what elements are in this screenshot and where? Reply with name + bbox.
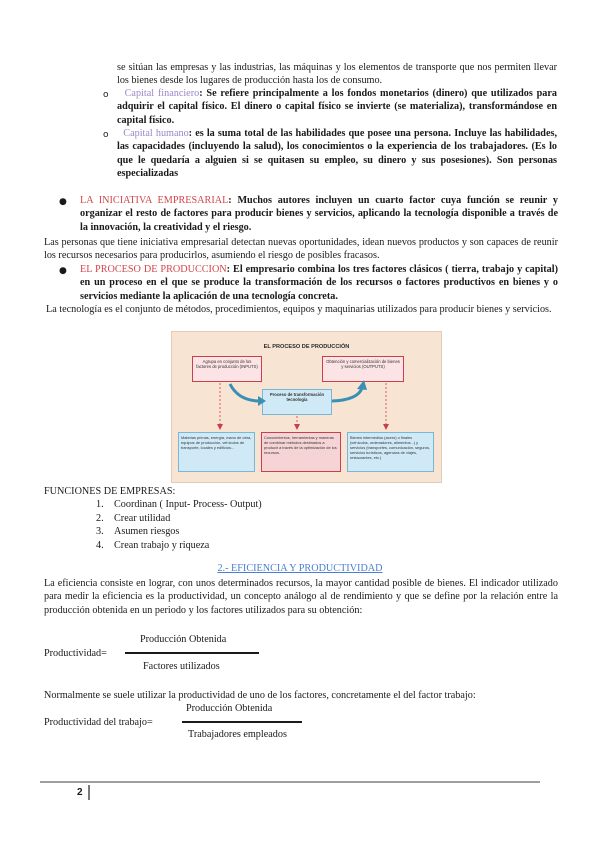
funciones-item: 3. Asumen riesgos [96, 526, 180, 537]
iniciativa-followup: Las personas que tiene iniciativa empresarial detectan nuevas oportunidades, idean nuevos productos y son capaces de reunir los recursos necesarios para producirlos, asumiendo el riesgo de posibles fracasos. [44, 237, 558, 262]
proceso-item [80, 263, 558, 303]
capital-financiero-term: Capital financiero [124, 88, 200, 99]
diagram-outputs-detail: Bienes intermedios (acero) o finales (vehículos, ordenadores, alimentos...) y servicios (transportes, comunicación, seguros, servicios turísticos, agencias de viajes, restaurantes, etc.) [347, 432, 434, 472]
iniciativa-text: : Muchos autores incluyen un cuarto factor cuya función se reunir y organizar el resto de factores para producir bienes y servicios, aplicando la tecnología disponible a través de la innovación, la creatividad y el riesgo. [80, 195, 558, 233]
page-number: 2 [77, 787, 83, 798]
eficiencia-paragraph: La eficiencia consiste en lograr, con unos determinados recursos, la mayor cantidad posible de bienes. El indicador utilizado para medir la eficiencia es la productividad, un concepto análogo al de rendimiento y que se define por la relación entre la producción obtenida en un periodo y los factores utilizados para su obtención: [44, 578, 558, 616]
formula1-label: Productividad= [44, 648, 107, 659]
footer-rule [40, 781, 540, 783]
funciones-item: 2. Crear utilidad [96, 513, 171, 524]
circle-bullet-icon: o [103, 130, 109, 140]
funciones-title: FUNCIONES DE EMPRESAS: [44, 486, 176, 497]
circle-bullet-icon: o [103, 90, 109, 100]
eficiencia-paragraph2: Normalmente se suele utilizar la productividad de uno de los factores, concretamente el del factor trabajo: [44, 690, 476, 701]
diagram-outputs-box: Obtención y comercialización de bienes y servicios (OUTPUTS) [322, 356, 404, 382]
proceso-text: : El empresario combina los tres factores clásicos ( tierra, trabajo y capital) en un proceso en el que se produce la transformación de los recursos o factores productivos en bienes y o servicios mediante la aplicación de una tecnología concreta. [80, 264, 558, 302]
formula2-label: Productividad del trabajo= [44, 717, 153, 728]
formula1-denominator: Factores utilizados [143, 661, 220, 672]
arrowhead-icon [258, 396, 266, 406]
formula2-numerator: Producción Obtenida [186, 703, 273, 714]
diagram-title: EL PROCESO DE PRODUCCIÓN [263, 344, 350, 350]
page-number-separator [88, 785, 90, 800]
capital-fisico-continuation: se sitúan las empresas y las industrias, las máquinas y los elementos de transporte que nos permiten llevar los bienes desde los lugares de producción hasta los de consumo. [117, 62, 557, 87]
iniciativa-term: LA INICIATIVA EMPRESARIAL [80, 195, 229, 206]
disc-bullet-icon: ● [59, 197, 67, 207]
arrow-to-outputs-icon [332, 388, 362, 401]
iniciativa-item [80, 194, 558, 234]
production-process-diagram [171, 331, 442, 483]
diagram-inputs-detail: Materias primas, energía, mano de obra, equipos de producción, vehículos de transporte, locales y edificios... [178, 432, 255, 472]
capital-humano-item [117, 127, 557, 181]
capital-humano-term: Capital humano [123, 128, 189, 139]
formula2-fraction-bar [182, 721, 302, 723]
capital-financiero-item [117, 87, 557, 127]
funciones-item: 1. Coordinan ( Input- Process- Output) [96, 499, 262, 510]
capital-humano-text: : es la suma total de las habilidades que posee una persona. Incluye las habilidades, las capacidades (incluyendo la salud), los conocimientos o la experiencia de los trabajadores. (Es lo que le quedaría a alguien si se quitasen su empleo, su dinero y sus posesiones). Son personas especializadas [117, 128, 557, 180]
disc-bullet-icon: ● [59, 266, 67, 276]
arrow-to-process-icon [230, 384, 258, 401]
arrowhead-icon [357, 380, 367, 390]
formula2-denominator: Trabajadores empleados [188, 729, 287, 740]
funciones-item: 4. Crean trabajo y riqueza [96, 540, 210, 551]
proceso-term: EL PROCESO DE PRODUCCION [80, 264, 227, 275]
diagram-process-box: Proceso de transformación tecnología [262, 389, 332, 415]
capital-financiero-text: : Se refiere principalmente a los fondos monetarios (dinero) que utilizados para adquirir el capital físico. El dinero o capital físico se invierte (se materializa), transformándose en capital físico. [117, 88, 558, 126]
formula1-fraction-bar [125, 652, 259, 654]
diagram-process-detail: Conocimientos, herramientas y maneras de combinar métodos destinados a producir a través de la optimización de los recursos. [261, 432, 341, 472]
formula1-numerator: Producción Obtenida [140, 634, 227, 645]
tecnologia-definition: La tecnología es el conjunto de métodos, procedimientos, equipos y maquinarias utilizados para producir bienes y servicios. [46, 304, 552, 315]
diagram-inputs-box: Agrupa en conjunto de los factores de producción (INPUTS) [192, 356, 262, 382]
eficiencia-heading: 2.- EFICIENCIA Y PRODUCTIVIDAD [217, 563, 383, 574]
